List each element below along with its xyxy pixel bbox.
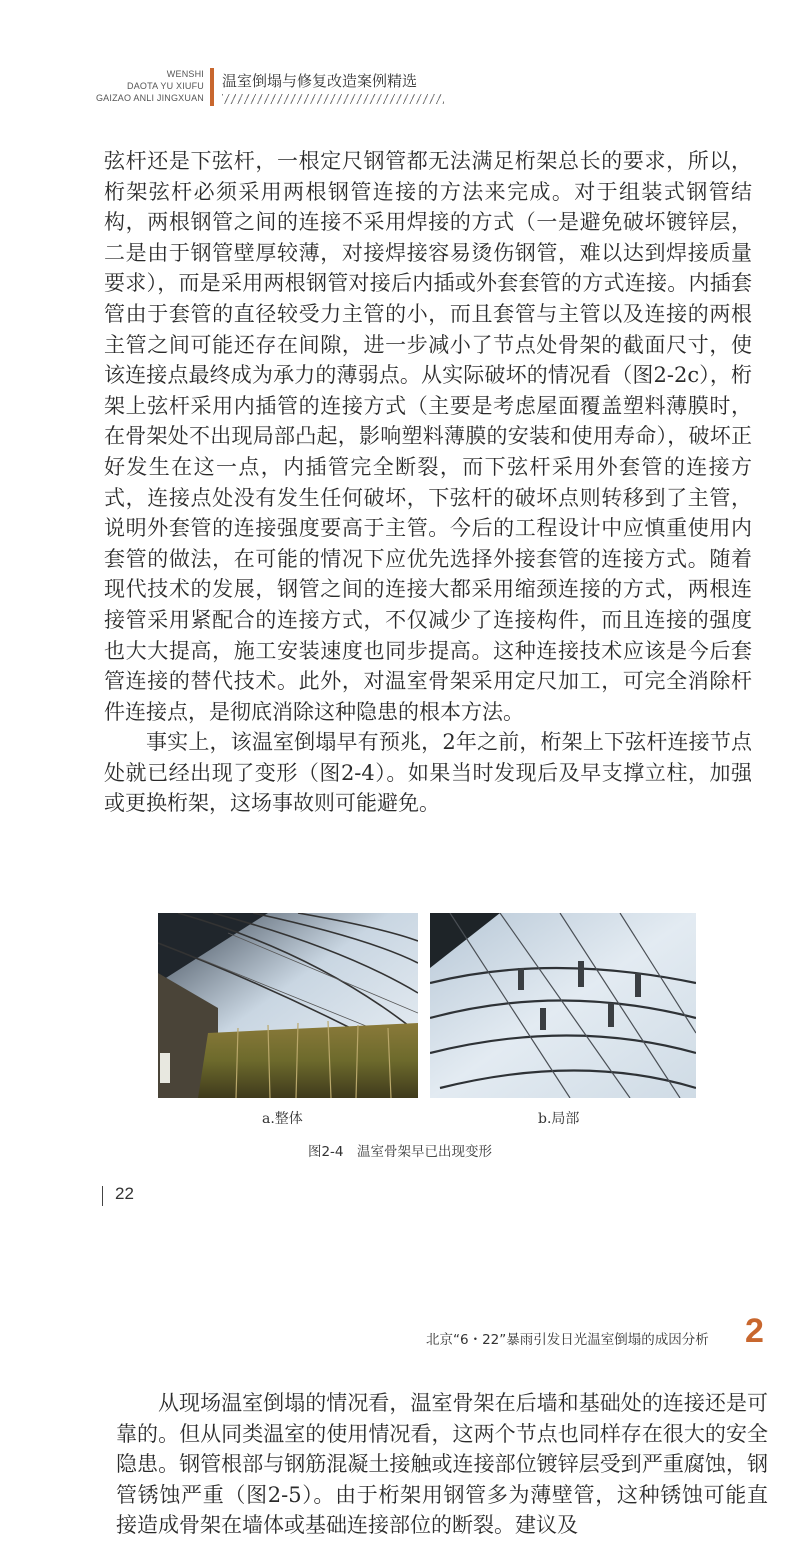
next-page-paragraph: 从现场温室倒塌的情况看，温室骨架在后墙和基础处的连接还是可靠的。但从同类温室的使用情况看，这两个节点也同样存在很大的安全隐患。钢管根部与钢筋混凝土接触或连接部位镀锌层受到严重腐蚀，钢管锈蚀严重（图2-5）。由于桁架用钢管多为薄壁管，这种锈蚀可能直接造成骨架在墙体或基础连接部位的断裂。建议及 (116, 1391, 768, 1538)
figure-caption-a: a.整体 (262, 1111, 303, 1127)
page-number-divider (102, 1186, 103, 1206)
figure-caption-b: b.局部 (538, 1111, 580, 1127)
truss-detail-image (430, 913, 696, 1098)
page-number: 22 (115, 1184, 134, 1203)
body-text (104, 146, 752, 819)
header-accent-bar (210, 68, 214, 106)
figure-photo-overall (158, 913, 418, 1098)
next-page-body (116, 1388, 768, 1541)
figure-title: 图2-4 温室骨架早已出现变形 (307, 1144, 493, 1160)
paragraph-1: 弦杆还是下弦杆，一根定尺钢管都无法满足桁架总长的要求，所以，桁架弦杆必须采用两根钢管连接的方法来完成。对于组装式钢管结构，两根钢管之间的连接不采用焊接的方式（一是避免破坏镀锌层，二是由于钢管壁厚较薄，对接焊接容易烫伤钢管，难以达到焊接质量要求），而是采用两根钢管对接后内插或外套套管的方式连接。内插套管由于套管的直径较受力主管的小，而且套管与主管以及连接的两根主管之间可能还存在间隙，进一步减小了节点处骨架的截面尺寸，使该连接点最终成为承力的薄弱点。从实际破坏的情况看（图2-2c），桁架上弦杆采用内插管的连接方式（主要是考虑屋面覆盖塑料薄膜时，在骨架处不出现局部凸起，影响塑料薄膜的安装和使用寿命），破坏正好发生在这一点，内插管完全断裂，而下弦杆采用外套管的连接方式，连接点处没有发生任何破坏，下弦杆的破坏点则转移到了主管，说明外套管的连接强度要高于主管。今后的工程设计中应慎重使用内套管的做法，在可能的情况下应优先选择外接套管的连接方式。随着现代技术的发展，钢管之间的连接大都采用缩颈连接的方式，两根连接管采用紧配合的连接方式，不仅减少了连接构件，而且连接的强度也大大提高，施工安装速度也同步提高。这种连接技术应该是今后套管连接的替代技术。此外，对温室骨架采用定尺加工，可完全消除杆件连接点，是彻底消除这种隐患的根本方法。 (104, 149, 752, 724)
header-hatch-decoration (222, 94, 444, 104)
series-en-line-1: WENSHI (166, 69, 204, 79)
book-title: 温室倒塌与修复改造案例精选 (222, 72, 418, 90)
series-en-line-3: GAIZAO ANLI JINGXUAN (95, 93, 204, 103)
figure-photo-detail (430, 913, 696, 1098)
series-english-title (80, 68, 204, 104)
greenhouse-interior-image (158, 913, 418, 1098)
chapter-number: 2 (745, 1312, 764, 1350)
paragraph-2: 事实上，该温室倒塌早有预兆，2年之前，桁架上下弦杆连接节点处就已经出现了变形（图2-4）。如果当时发现后及早支撑立柱，加强或更换桁架，这场事故则可能避免。 (104, 730, 752, 816)
series-en-line-2: DAOTA YU XIUFU (127, 81, 204, 91)
chapter-header: 北京“6・22”暴雨引发日光温室倒塌的成因分析 (426, 1332, 709, 1348)
